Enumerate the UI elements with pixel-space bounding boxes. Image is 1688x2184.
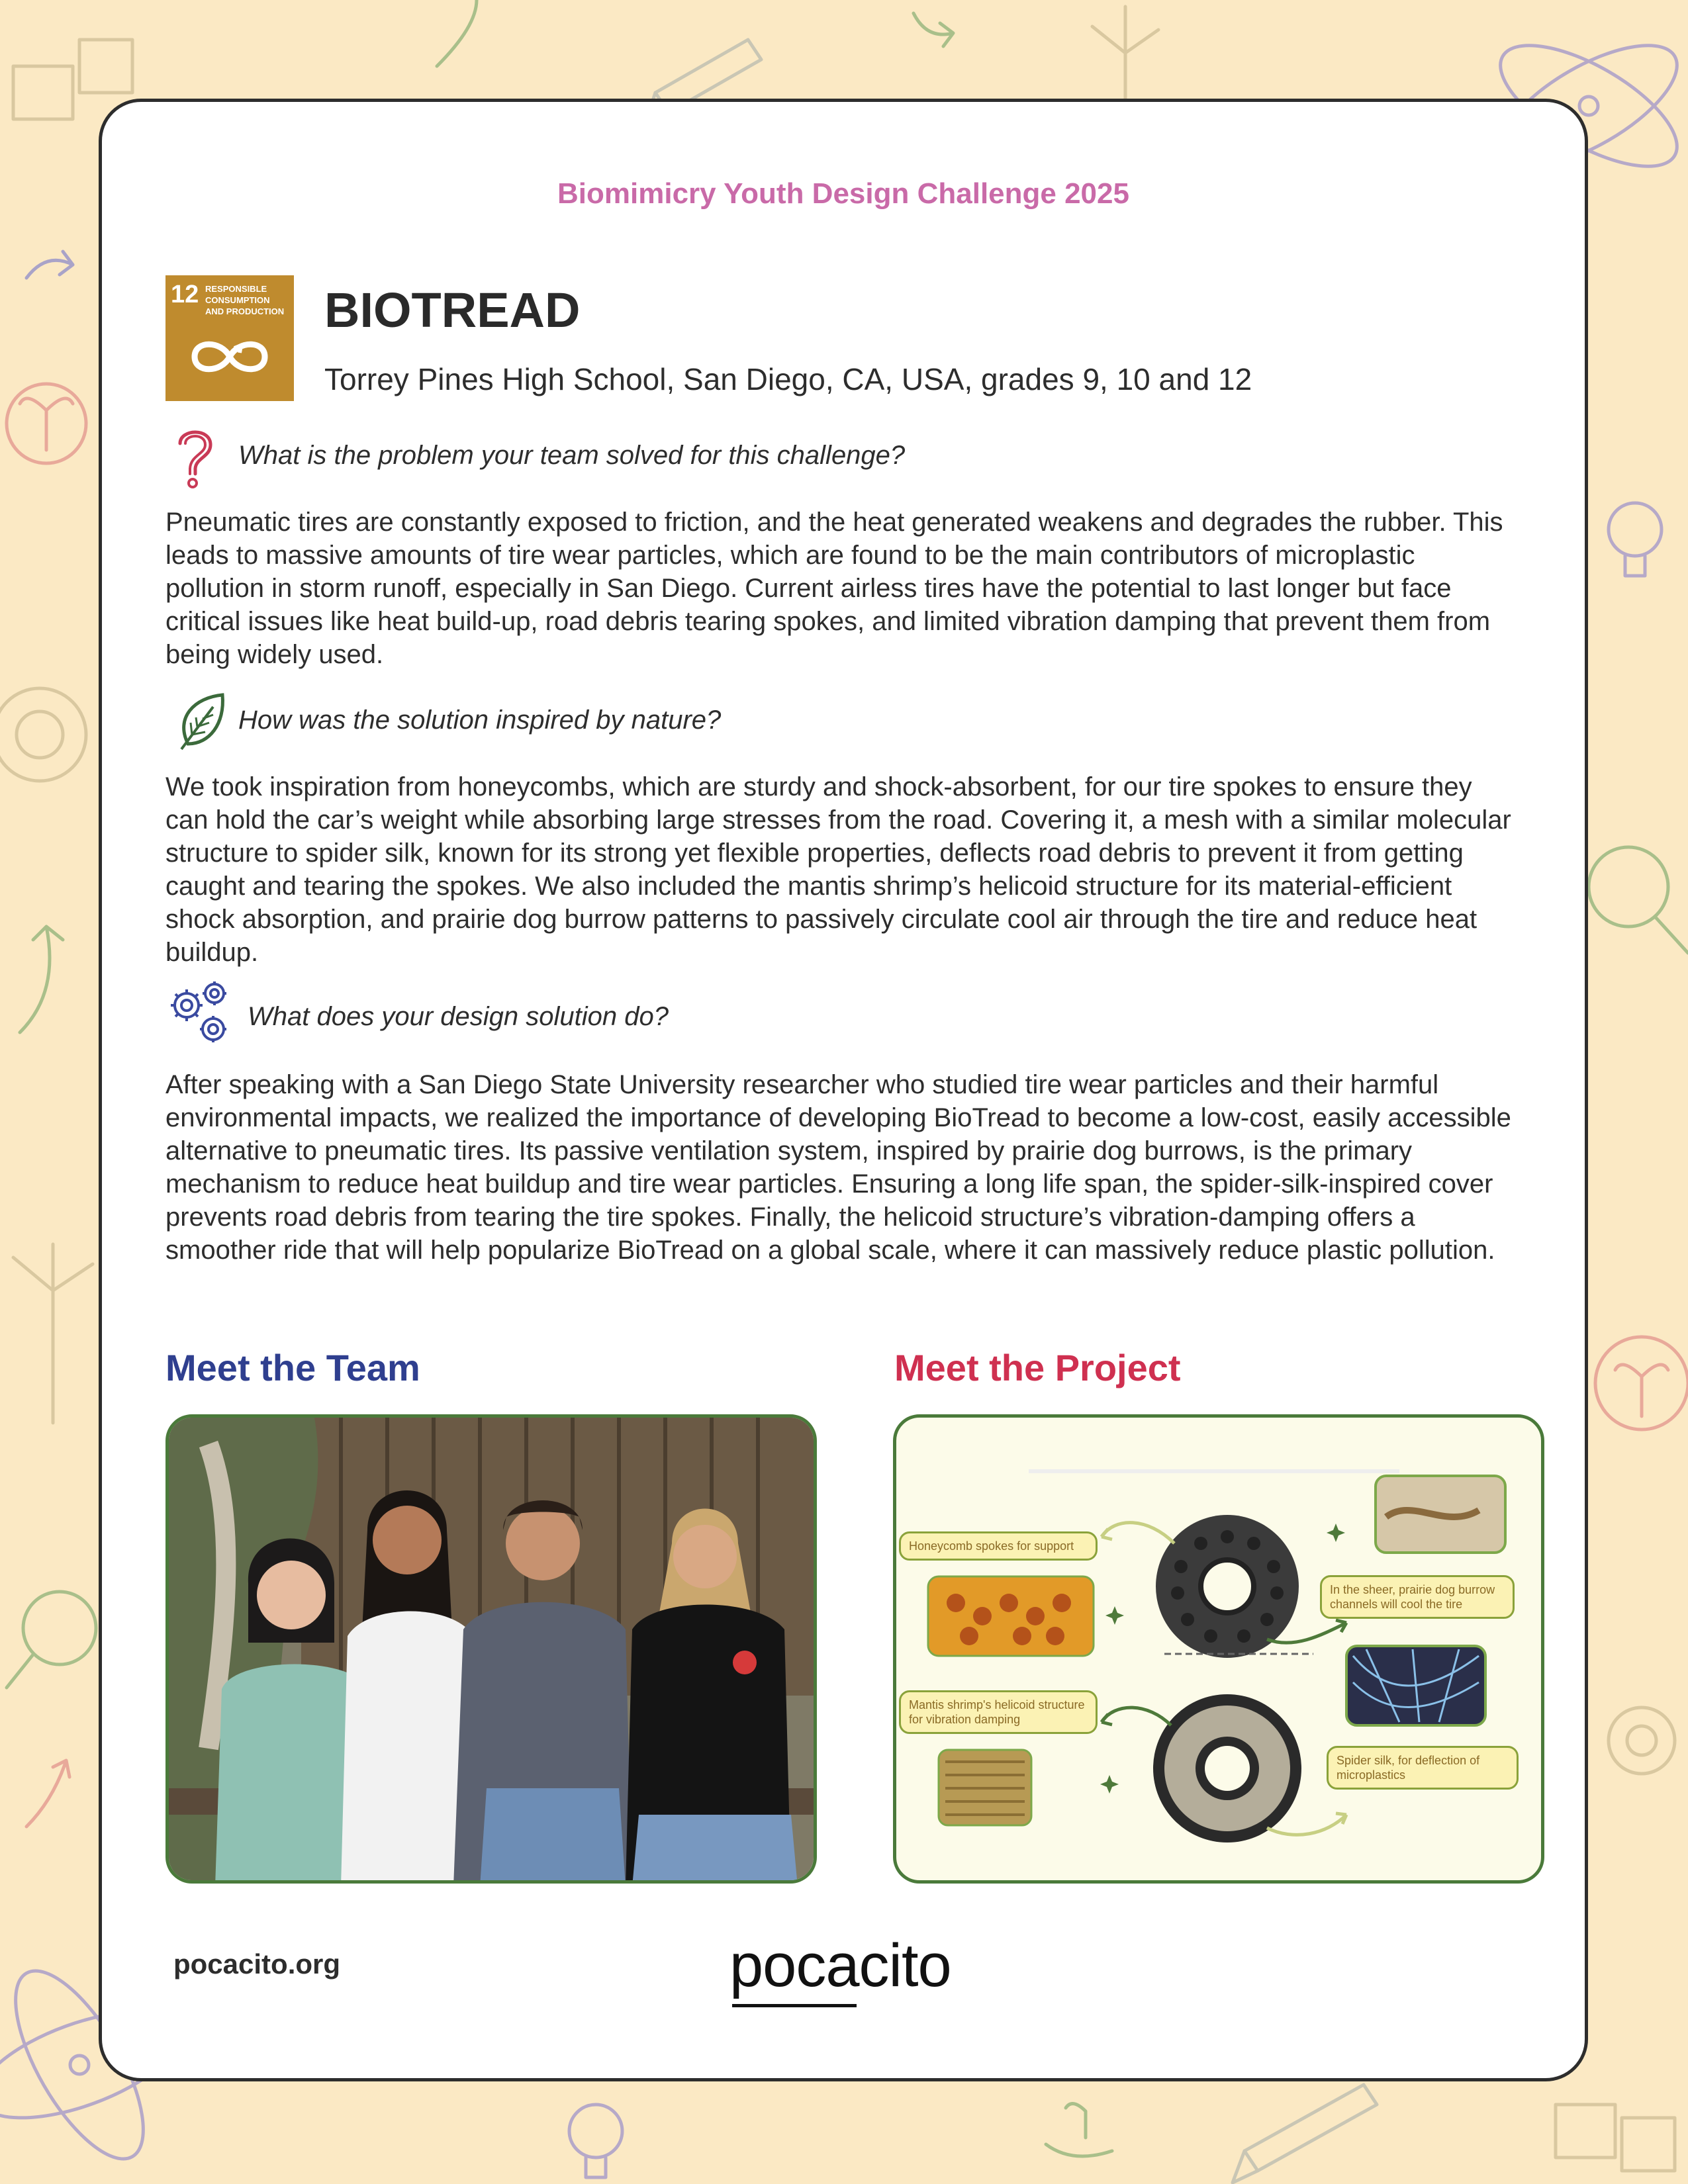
footer-url[interactable]: pocacito.org [173,1948,341,1979]
label-prairie-dog: In the sheer, prairie dog burrow channels will cool the tire [1320,1575,1515,1619]
gears-icon [165,979,234,1046]
team-photo [165,1414,817,1884]
sprout-doodle [1595,1337,1688,1430]
answer-inspiration: We took inspiration from honeycombs, which are sturdy and shock-absorbent, for our tire spokes to ensure they can hold the car’s weight while absorbing large stresses from the road. Covering it, a mesh with a similar molecular structure to spider silk, known for its strong yet flexible properties, deflects road debris to prevent it from getting caught and tearing the spokes. We also included the mantis shrimp’s helicoid structure for its material-efficient shock absorption, and prairie dog burrow patterns to passively circulate cool air through the tire and reduce heat buildup. [165,772,1511,967]
question-inspiration: How was the solution inspired by nature? [238,705,722,735]
sdg-label: RESPONSIBLE CONSUMPTION AND PRODUCTION [205,284,285,316]
logo-underline [732,2004,857,2007]
pocacito-logo: pocacito [729,1932,951,1999]
question-problem: What is the problem your team solved for this challenge? [238,441,906,470]
answer-design: After speaking with a San Diego State University researcher who studied tire wear particles and their harmful environmental impacts, we realized the importance of developing BioTread to become a low-cost, easily accessible alternative to pneumatic tires. Its passive ventilation system, inspired by prairie dog burrows, is the primary mechanism to reduce heat buildup and tire wear particles. Ensuring a long life span, the spider-silk-inspired cover prevents road debris from tearing the tire spokes. Finally, the helicoid structure’s vibration-damping offers a smoother ride that will help popularize BioTread on a global scale, where it can massively reduce plastic pollution. [165,1070,1511,1265]
gear-doodle [1609,1707,1675,1774]
team-heading: Meet the Team [165,1347,420,1388]
challenge-title: Biomimicry Youth Design Challenge 2025 [557,177,1129,210]
hand-plant-doodle [1046,2104,1112,2156]
arrow-doodle [26,251,73,278]
lightbulb-doodle [1609,503,1662,576]
gear-doodle [0,688,86,781]
school-info: Torrey Pines High School, San Diego, CA, USA, grades 9, 10 and 12 [324,362,1252,396]
question-mark-icon [175,426,216,490]
sdg-badge [165,275,294,401]
arrow-doodle [437,0,477,66]
answer-problem: Pneumatic tires are constantly exposed to friction, and the heat generated weakens and degrades the rubber. This leads to massive amounts of tire wear particles, which are found to be the main contributors of microplastic pollution in storm runoff, especially in San Diego. Current airless tires have the potential to last longer but face critical issues like heat build-up, road debris tearing spokes, and limited vibration damping that prevent them from being widely used. [165,508,1503,669]
project-panel [893,1414,1544,1884]
label-mantis-shrimp: Mantis shrimp's helicoid structure for vibration damping [899,1690,1098,1734]
project-heading: Meet the Project [894,1347,1181,1388]
cube-doodle [1556,2105,1675,2171]
label-spider-silk: Spider silk, for deflection of microplastics [1327,1746,1519,1790]
sprout-doodle [7,384,86,463]
lightbulb-doodle [569,2105,622,2177]
magnifier-doodle [7,1592,96,1688]
windmill-doodle [13,1244,93,1423]
label-honeycomb: Honeycomb spokes for support [899,1531,1098,1561]
content-card [99,99,1588,2081]
pencil-doodle [1233,2085,1377,2183]
project-title: BIOTREAD [324,283,581,338]
infinity-loop-icon [188,334,271,380]
question-design: What does your design solution do? [248,1002,669,1031]
project-diagram [896,1418,1544,1884]
arrow-doodle [20,927,63,1032]
magnifier-doodle [1589,847,1688,953]
team-photo-illustration [169,1418,817,1884]
arrow-doodle [914,13,953,46]
leaf-icon [175,691,228,751]
arrow-doodle [26,1760,70,1827]
sdg-number: 12 [171,281,199,308]
